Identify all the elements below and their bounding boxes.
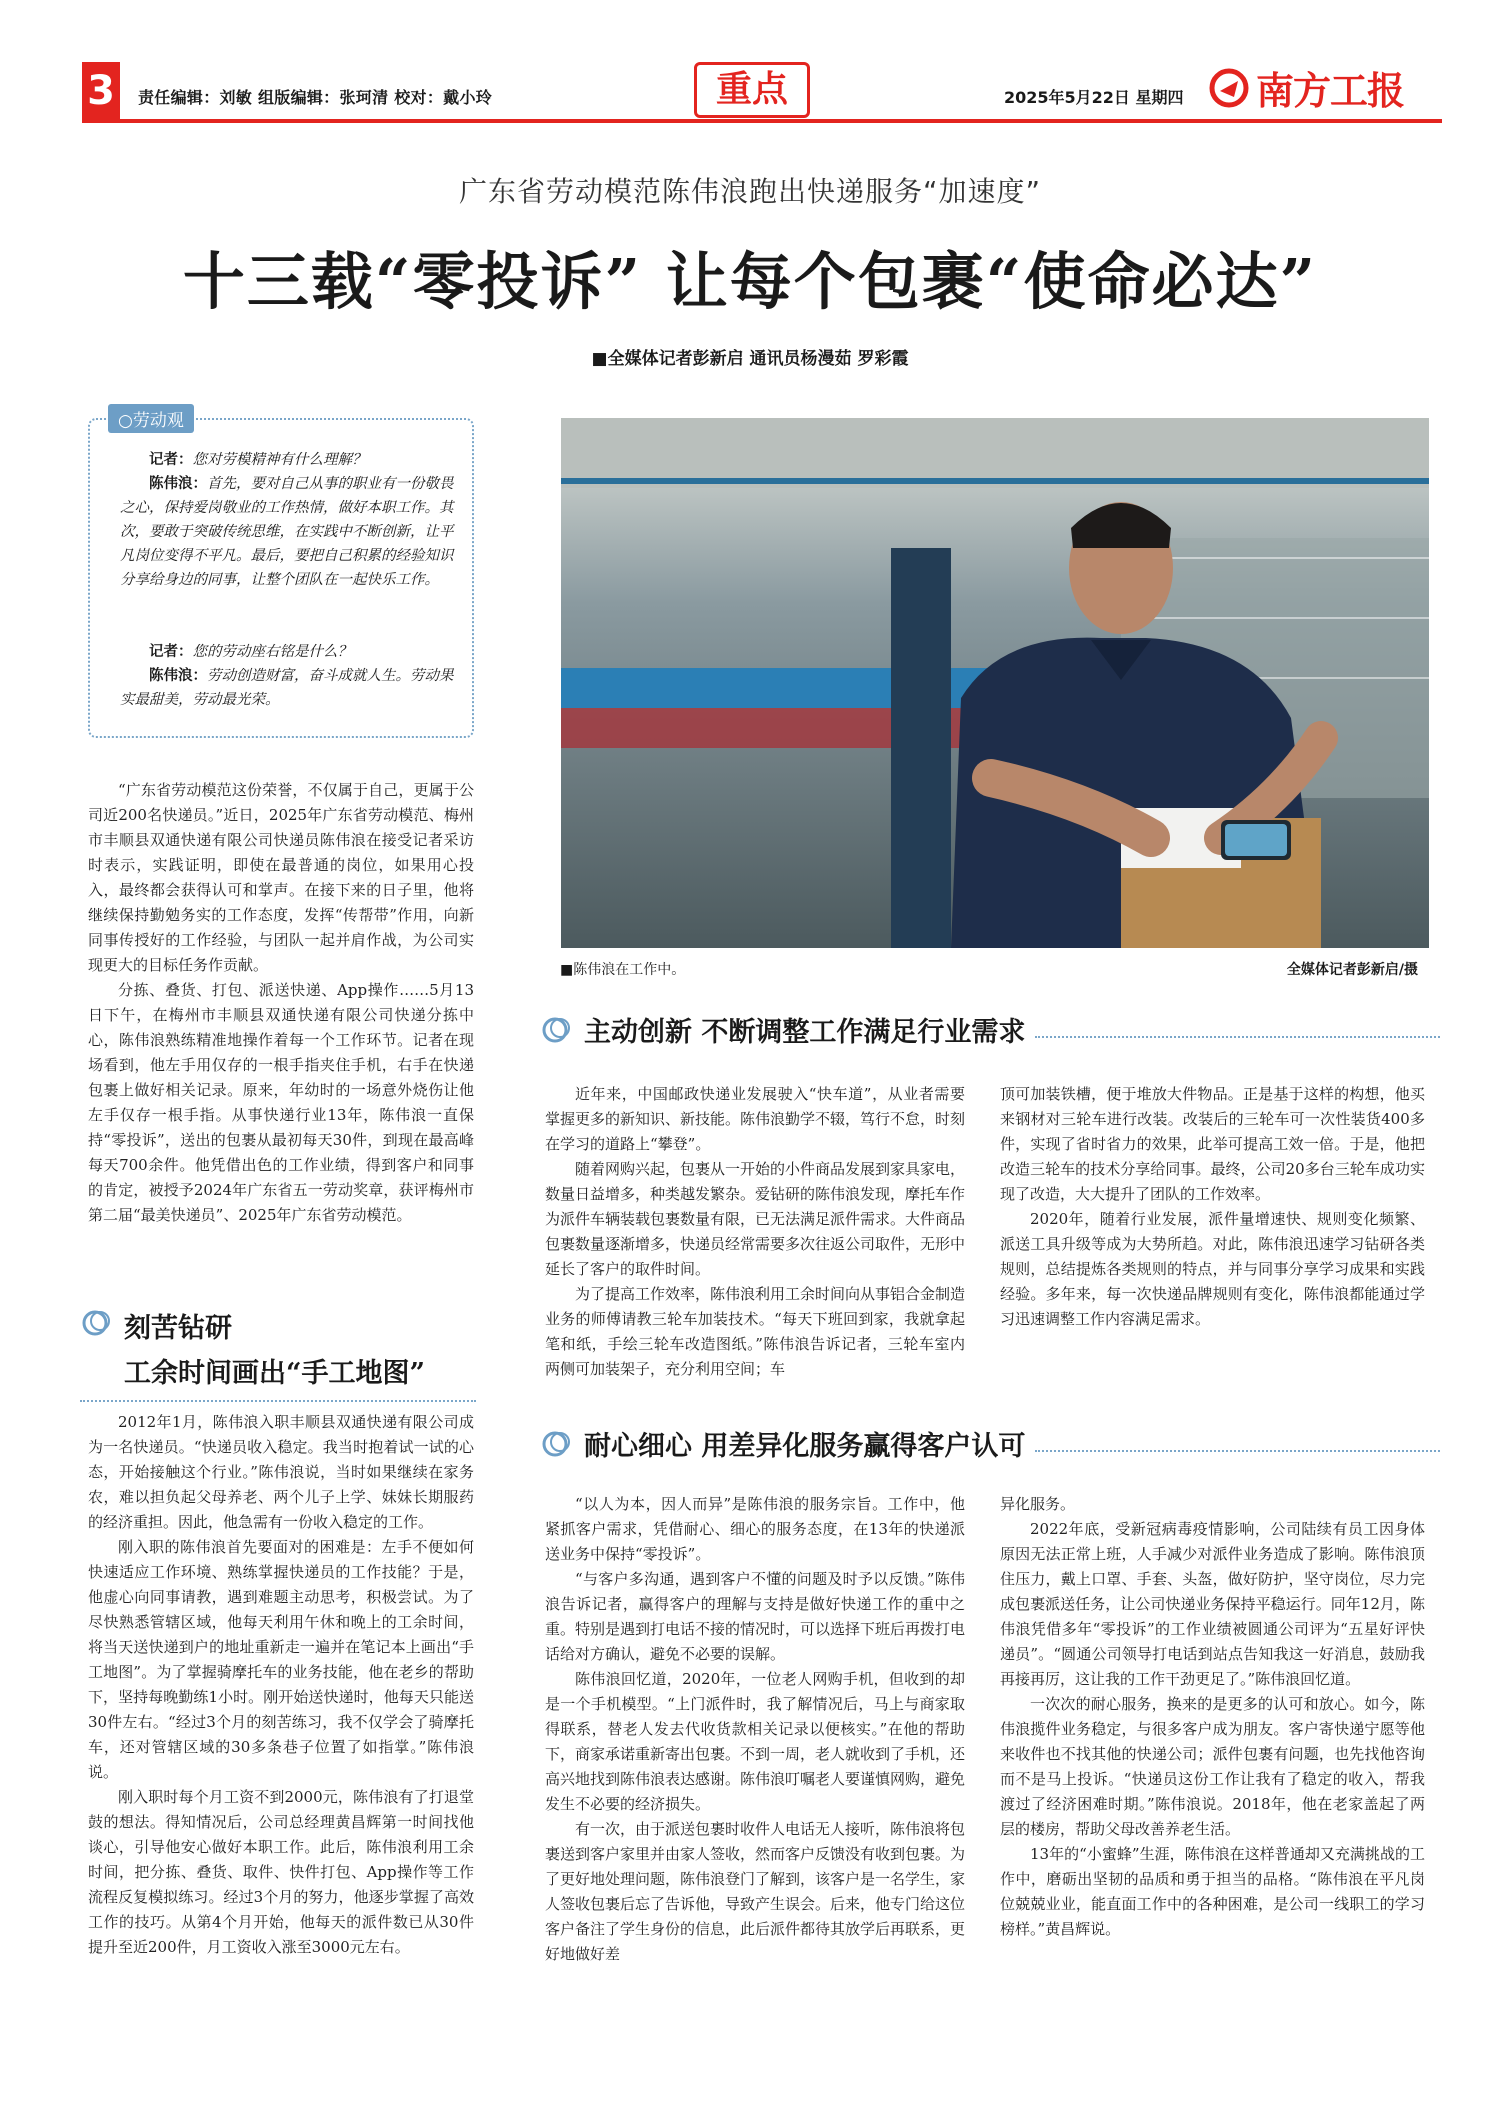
body-paragraph: “以人为本，因人而异”是陈伟浪的服务宗旨。工作中，他紧抓客户需求，凭借耐心、细心的服务态度，在13年的快递派送业务中保持“零投诉”。 — [545, 1495, 965, 1563]
sidebar-tag: ○劳动观 — [108, 404, 194, 433]
body-paragraph: 2012年1月，陈伟浪入职丰顺县双通快递有限公司成为一名快递员。“快递员收入稳定。我当时抱着试一试的心态，开始接触这个行业。”陈伟浪说，当时如果继续在家务农，难以担负起父母养老、两个儿子上学、妹妹长期服药的经济重担。因此，他急需有一份收入稳定的工作。 — [88, 1413, 474, 1531]
question-text: 您对劳模精神有什么理解？ — [192, 452, 367, 468]
intro-paragraph: 分拣、叠货、打包、派送快递、App操作……5月13日下午，在梅州市丰顺县双通快递有限公司快递分拣中心，陈伟浪熟练精准地操作着每一个工作环节。记者在现场看到，他左手用仅存的一根手指夹住手机，右手在快递包裹上做好相关记录。原来，年幼时的一场意外烧伤让他左手仅存一根手指。从事快递行业13年，陈伟浪一直保持“零投诉”，送出的包裹从最初每天30件，到现在最高峰每天700余件。他凭借出色的工作业绩，得到客户和同事的肯定，被授予2024年广东省五一劳动奖章，获评梅州市第二届“最美快递员”、2025年广东省劳动模范。 — [88, 981, 474, 1224]
body-paragraph: 顶可加装铁槽，便于堆放大件物品。正是基于这样的构想，他买来钢材对三轮车进行改装。改装后的三轮车可一次性装货400多件，实现了省时省力的效果，此举可提高工效一倍。于是，他把改造三轮车的技术分享给同事。最终，公司20多台三轮车成功实现了改造，大大提升了团队的工作效率。 — [1000, 1085, 1425, 1203]
body-paragraph: 刚入职的陈伟浪首先要面对的困难是：左手不便如何快速适应工作环境、熟练掌握快递员的工作技能？于是，他虚心向同事请教，遇到难题主动思考，积极尝试。为了尽快熟悉管辖区域，他每天利用午休和晚上的工余时间，将当天送快递到户的地址重新走一遍并在笔记本上画出“手工地图”。为了掌握骑摩托车的业务技能，他在老乡的帮助下，坚持每晚勤练1小时。刚开始送快递时，他每天只能送30件左右。“经过3个月的刻苦练习，我不仅学会了骑摩托车，还对管辖区域的30多条巷子位置了如指掌。”陈伟浪说。 — [88, 1538, 474, 1781]
a-label: 陈伟浪： — [149, 475, 207, 492]
ring-icon — [540, 1427, 574, 1461]
section1-column — [88, 1410, 474, 1960]
intro-paragraph: “广东省劳动模范这份荣誉，不仅属于自己，更属于公司近200名快递员。”近日，2025年广东省劳动模范、梅州市丰顺县双通快递有限公司快递员陈伟浪在接受记者采访时表示，实践证明，即使在最普通的岗位，如果用心投入，最终都会获得认可和掌声。在接下来的日子里，他将继续保持勤勉务实的工作态度，发挥“传帮带”作用，向新同事传授好的工作经验，与团队一起并肩作战，为公司实现更大的目标任务作贡献。 — [88, 781, 474, 974]
section1-heading — [80, 1306, 480, 1402]
ring-icon — [80, 1306, 114, 1340]
body-paragraph: 随着网购兴起，包裹从一开始的小件商品发展到家具家电，数量日益增多，种类越发繁杂。爱钻研的陈伟浪发现，摩托车作为派件车辆装载包裹数量有限，已无法满足派件需求。大件商品包裹数量逐渐增多，快递员经常需要多次往返公司取件，无形中延长了客户的取件时间。 — [545, 1160, 966, 1278]
body-paragraph: “与客户多沟通，遇到客户不懂的问题及时予以反馈。”陈伟浪告诉记者，赢得客户的理解与支持是做好快递工作的重中之重。特别是遇到打电话不接的情况时，可以选择下班后再拨打电话给对方确认，避免不必要的误解。 — [545, 1570, 966, 1663]
section-heading-line: 工余时间画出“手工地图” — [124, 1358, 426, 1389]
masthead-rule — [82, 119, 1442, 123]
section-rule — [1035, 1036, 1440, 1038]
body-paragraph: 为了提高工作效率，陈伟浪利用工余时间向从事铝合金制造业务的师傅请教三轮车加装技术。“每天下班回到家，我就拿起笔和纸，手绘三轮车改造图纸。”陈伟浪告诉记者，三轮车室内两侧可加装架子，充分利用空间；车 — [545, 1285, 966, 1378]
section-heading-line: 刻苦钻研 — [124, 1313, 232, 1344]
section3-column-1 — [545, 1492, 965, 1967]
section-rule — [80, 1400, 476, 1402]
article-photo — [561, 418, 1429, 948]
body-paragraph: 2022年底，受新冠病毒疫情影响，公司陆续有员工因身体原因无法正常上班，人手减少对派件业务造成了影响。陈伟浪顶住压力，戴上口罩、手套、头盔，做好防护，坚守岗位，尽力完成包裹派送任务，让公司快递业务保持平稳运行。同年12月，陈伟浪凭借多年“零投诉”的工作业绩被圆通公司评为“五星好评快递员”。“圆通公司领导打电话到站点告知我这一好消息，鼓励我再接再厉，这让我的工作干劲更足了。”陈伟浪回忆道。 — [1000, 1520, 1425, 1688]
intro-column — [88, 778, 474, 1228]
section-heading-text: 主动创新 不断调整工作满足行业需求 — [584, 1017, 1026, 1048]
photo-caption: ■陈伟浪在工作中。 — [560, 962, 686, 978]
body-paragraph: 一次次的耐心服务，换来的是更多的认可和放心。如今，陈伟浪揽件业务稳定，与很多客户成为朋友。客户寄快递宁愿等他来收件也不找其他的快递公司；派件包裹有问题，也先找他咨询而不是马上投诉。“快递员这份工作让我有了稳定的收入，帮我渡过了经济困难时期。”陈伟浪说。2018年，他在老家盖起了两层的楼房，帮助父母改善养老生活。 — [1000, 1695, 1425, 1838]
sidebar-qa-2 — [120, 640, 460, 712]
q-label: 记者： — [149, 451, 193, 468]
editor-credits: 责任编辑：刘敏 组版编辑：张珂清 校对：戴小玲 — [138, 88, 493, 107]
body-paragraph: 2020年，随着行业发展，派件量增速快、规则变化频繁、派送工具升级等成为大势所趋。对此，陈伟浪迅速学习钻研各类规则，总结提炼各类规则的特点，并与同事分享学习成果和实践经验。多年来，每一次快递品牌规则有变化，陈伟浪都能通过学习迅速调整工作内容满足需求。 — [1000, 1210, 1425, 1328]
a-label: 陈伟浪： — [149, 667, 207, 684]
newspaper-logo — [1208, 60, 1404, 115]
logo-mark-icon — [1208, 67, 1250, 109]
issue-date: 2025年5月22日 星期四 — [1004, 88, 1184, 107]
article-subtitle: 广东省劳动模范陈伟浪跑出快递服务“加速度” — [458, 175, 1041, 208]
section3-column-2 — [1000, 1492, 1425, 1942]
section-label: 重点 — [694, 62, 810, 118]
section2-heading — [540, 1010, 1440, 1049]
q-label: 记者： — [149, 643, 193, 660]
section3-heading — [540, 1424, 1440, 1463]
question-text: 您的劳动座右铭是什么？ — [192, 644, 352, 660]
answer-text: 首先，要对自己从事的职业有一份敬畏之心，保持爱岗敬业的工作热情，做好本职工作。其次，要敢于突破传统思维，在实践中不断创新，让平凡岗位变得不平凡。最后，要把自己积累的经验知识分享给身边的同事，让整个团队在一起快乐工作。 — [120, 476, 454, 588]
section-rule — [1035, 1450, 1440, 1452]
page-number: 3 — [82, 62, 120, 122]
byline: ■全媒体记者彭新启 通讯员杨漫茹 罗彩霞 — [591, 349, 909, 369]
photo-credit: 全媒体记者彭新启/摄 — [1286, 962, 1418, 978]
article-headline: 十三载“零投诉” 让每个包裹“使命必达” — [182, 245, 1318, 318]
courier-photo — [561, 418, 1429, 948]
body-paragraph: 近年来，中国邮政快递业发展驶入“快车道”，从业者需要掌握更多的新知识、新技能。陈伟浪勤学不辍，笃行不怠，时刻在学习的道路上“攀登”。 — [545, 1085, 966, 1153]
section2-column-1 — [545, 1082, 965, 1382]
body-paragraph: 陈伟浪回忆道，2020年，一位老人网购手机，但收到的却是一个手机模型。“上门派件时，我了解情况后，马上与商家取得联系，替老人发去代收货款相关记录以便核实。”在他的帮助下，商家承诺重新寄出包裹。不到一周，老人就收到了手机，还高兴地找到陈伟浪表达感谢。陈伟浪叮嘱老人要谨慎网购，避免发生不必要的经济损失。 — [545, 1670, 966, 1813]
section2-column-2 — [1000, 1082, 1425, 1332]
body-paragraph: 刚入职时每个月工资不到2000元，陈伟浪有了打退堂鼓的想法。得知情况后，公司总经理黄昌辉第一时间找他谈心，引导他安心做好本职工作。此后，陈伟浪利用工余时间，把分拣、叠货、取件、快件打包、App操作等工作流程反复模拟练习。经过3个月的努力，他逐步掌握了高效工作的技巧。从第4个月开始，他每天的派件数已从30件提升至近200件，月工资收入涨至3000元左右。 — [88, 1788, 474, 1956]
ring-icon — [540, 1013, 574, 1047]
sidebar-qa-1 — [120, 448, 460, 592]
section-heading-text: 耐心细心 用差异化服务赢得客户认可 — [584, 1431, 1026, 1462]
answer-text: 劳动创造财富，奋斗成就人生。劳动果实最甜美，劳动最光荣。 — [120, 668, 454, 708]
body-paragraph: 异化服务。 — [1000, 1495, 1076, 1513]
body-paragraph: 有一次，由于派送包裹时收件人电话无人接听，陈伟浪将包裹送到客户家里并由家人签收，然而客户反馈没有收到包裹。为了更好地处理问题，陈伟浪登门了解到，该客户是一名学生，家人签收包裹后忘了告诉他，导致产生误会。后来，他专门给这位客户备注了学生身份的信息，此后派件都待其放学后再联系，更好地做好差 — [545, 1820, 966, 1963]
logo-text: 南方工报 — [1256, 68, 1405, 113]
body-paragraph: 13年的“小蜜蜂”生涯，陈伟浪在这样普通却又充满挑战的工作中，磨砺出坚韧的品质和勇于担当的品格。“陈伟浪在平凡岗位兢兢业业，能直面工作中的各种困难，是公司一线职工的学习榜样。”黄昌辉说。 — [1000, 1845, 1425, 1938]
